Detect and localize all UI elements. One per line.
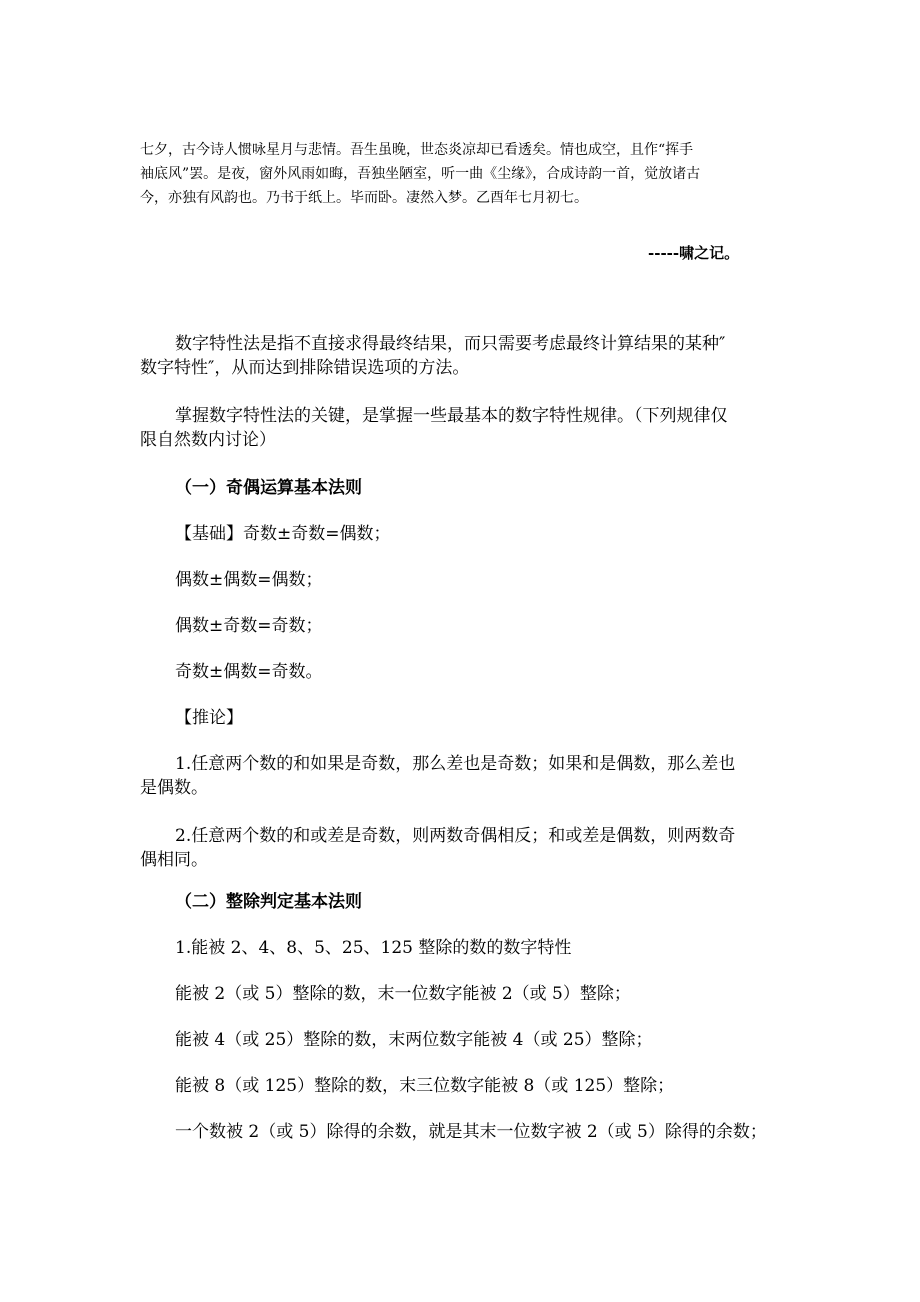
heading-text: （二）整除判定基本法则 <box>175 892 362 912</box>
key-paragraph <box>140 404 780 452</box>
paragraph-line: 【推论】 <box>175 708 243 728</box>
rule-line-2 <box>140 1028 780 1052</box>
paragraph-line: 能被 8（或 125）整除的数，末三位数字能被 8（或 125）整除； <box>175 1076 675 1096</box>
rule-title <box>140 936 780 960</box>
section-heading-1 <box>140 476 780 500</box>
section-heading-2 <box>140 890 780 914</box>
paragraph-line: 偶相同。 <box>140 850 208 870</box>
paragraph-line: 奇数±偶数=奇数。 <box>175 662 323 682</box>
signature: -----啸之记。 <box>648 244 740 262</box>
rule-line-3 <box>140 1074 780 1098</box>
paragraph-line: 1.任意两个数的和如果是奇数，那么差也是奇数；如果和是偶数，那么差也 <box>175 754 736 774</box>
paragraph-line: 限自然数内讨论） <box>140 430 276 450</box>
paragraph-line: 偶数±偶数=偶数； <box>175 570 323 590</box>
basis-line-3 <box>140 614 780 638</box>
inference-paragraph-2 <box>140 824 780 872</box>
paragraph-line: 是偶数。 <box>140 778 208 798</box>
rule-line-4 <box>140 1120 780 1144</box>
rule-line-1 <box>140 982 780 1006</box>
basis-line-4 <box>140 660 780 684</box>
preface-line: 袖底风”罢。是夜，窗外风雨如晦，吾独坐陋室，听一曲《尘缘》，合成诗韵一首，觉放诸古 <box>140 166 701 182</box>
paragraph-line: 一个数被 2（或 5）除得的余数，就是其末一位数字被 2（或 5）除得的余数； <box>175 1122 767 1142</box>
basis-line-1 <box>140 522 780 546</box>
paragraph-line: 数字特性″，从而达到排除错误选项的方法。 <box>140 358 470 378</box>
paragraph-line: 1.能被 2、4、8、5、25、125 整除的数的数字特性 <box>175 938 572 958</box>
heading-text: （一）奇偶运算基本法则 <box>175 478 362 498</box>
intro-paragraph <box>140 332 780 380</box>
paragraph-line: 2.任意两个数的和或差是奇数，则两数奇偶相反；和或差是偶数，则两数奇 <box>175 826 736 846</box>
paragraph-line: 数字特性法是指不直接求得最终结果，而只需要考虑最终计算结果的某种″ <box>175 334 726 354</box>
basis-line-2 <box>140 568 780 592</box>
paragraph-line: 能被 4（或 25）整除的数，末两位数字能被 4（或 25）整除； <box>175 1030 653 1050</box>
preface-line: 今，亦独有风韵也。乃书于纸上。毕而卧。凄然入梦。乙酉年七月初七。 <box>140 190 588 206</box>
preface-line: 七夕，古今诗人惯咏星月与悲情。吾生虽晚，世态炎凉却已看透矣。情也成空，且作“挥手 <box>140 142 694 158</box>
preface-paragraph <box>140 138 790 210</box>
inference-label <box>140 706 780 730</box>
paragraph-line: 能被 2（或 5）整除的数，末一位数字能被 2（或 5）整除； <box>175 984 631 1004</box>
paragraph-line: 掌握数字特性法的关键，是掌握一些最基本的数字特性规律。（下列规律仅 <box>175 406 728 426</box>
paragraph-line: 偶数±奇数=奇数； <box>175 616 323 636</box>
inference-paragraph-1 <box>140 752 780 800</box>
paragraph-line: 【基础】奇数±奇数=偶数； <box>175 524 391 544</box>
